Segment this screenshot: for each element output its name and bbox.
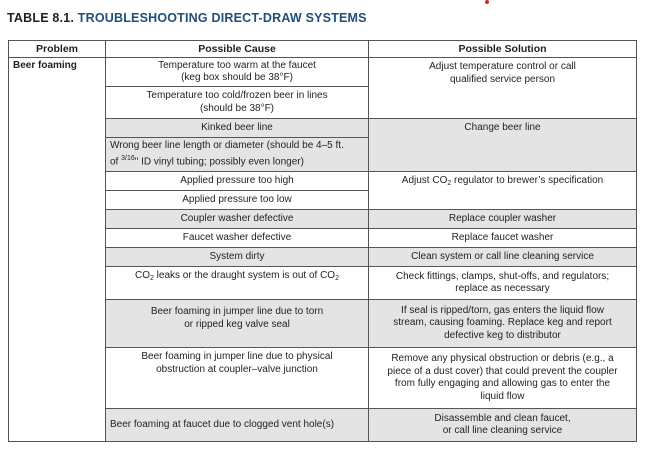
cause-text: of $^{3/16}$" ID vinyl tubing; possibly even longer) [110, 154, 304, 168]
solution-cell [369, 300, 637, 348]
solution-cell: Adjust $CO_2$ regulator to brewer’s specification [369, 172, 637, 210]
solution-text: piece of a dust cover) that could prevent the coupler [387, 365, 618, 377]
header-cause: Possible Cause [106, 41, 369, 58]
solution-text: If seal is ripped/torn, gas enters the liquid flow [401, 304, 604, 316]
cause-text: Beer foaming in jumper line due to physical [141, 351, 333, 362]
cause-cell: Applied pressure too low [106, 191, 369, 210]
cause-text: Temperature too cold/frozen beer in lines [146, 90, 328, 101]
table-title-number: TABLE 8.1. [7, 11, 75, 25]
table-row [9, 58, 637, 87]
table-header-row [9, 41, 637, 58]
cause-cell [106, 87, 369, 119]
solution-cell: Clean system or call line cleaning service [369, 248, 637, 267]
solution-cell [369, 348, 637, 409]
cause-cell: Applied pressure too high [106, 172, 369, 191]
solution-text: stream, causing foaming. Replace keg and report [393, 317, 612, 329]
cause-text: Temperature too warm at the faucet [158, 59, 316, 71]
table-title-text: TROUBLESHOOTING DIRECT-DRAW SYSTEMS [77, 11, 367, 25]
cause-cell: $CO_2$ leaks or the draught system is out of $CO_2$ [106, 267, 369, 300]
cause-cell: Beer foaming at faucet due to clogged vent hole(s) [106, 409, 369, 442]
solution-text: Adjust temperature control or call [429, 61, 576, 72]
cause-cell: Kinked beer line [106, 119, 369, 138]
header-solution: Possible Solution [369, 41, 637, 58]
solution-cell [369, 409, 637, 442]
solution-text: Check fittings, clamps, shut-offs, and regulators; [395, 270, 610, 282]
troubleshooting-table [8, 40, 637, 442]
cause-text: or ripped keg valve seal [184, 318, 290, 330]
solution-cell [369, 58, 637, 119]
table-title [7, 11, 367, 25]
solution-cell: Replace faucet washer [369, 229, 637, 248]
solution-text: Remove any physical obstruction or debris (e.g., a [391, 353, 614, 364]
solution-text: liquid flow [480, 390, 525, 402]
cause-cell: Faucet washer defective [106, 229, 369, 248]
cause-cell [106, 348, 369, 409]
solution-text: defective keg to distributor [444, 329, 561, 341]
solution-cell [369, 267, 637, 300]
cause-cell [106, 58, 369, 87]
solution-text: qualified service person [449, 73, 556, 85]
cause-cell: System dirty [106, 248, 369, 267]
cause-text: obstruction at coupler–valve junction [156, 363, 318, 375]
cause-text: (keg box should be 38°F) [181, 72, 293, 83]
cause-cell: Coupler washer defective [106, 210, 369, 229]
solution-text: from fully engaging and allowing gas to enter the [394, 378, 611, 389]
cause-cell [106, 300, 369, 348]
solution-cell: Replace coupler washer [369, 210, 637, 229]
cause-cell [106, 138, 369, 172]
solution-text: replace as necessary [455, 283, 550, 294]
solution-text: Disassemble and clean faucet, [434, 412, 571, 424]
solution-text: or call line cleaning service [442, 425, 563, 436]
cause-text: (should be 38°F) [199, 102, 275, 114]
problem-cell: Beer foaming [9, 58, 106, 442]
header-problem: Problem [9, 41, 106, 58]
cause-text: Beer foaming in jumper line due to torn [150, 306, 324, 317]
cause-text: Wrong beer line length or diameter (should be 4–5 ft. [110, 140, 344, 152]
decorative-dot [485, 0, 489, 4]
solution-cell: Change beer line [369, 119, 637, 172]
